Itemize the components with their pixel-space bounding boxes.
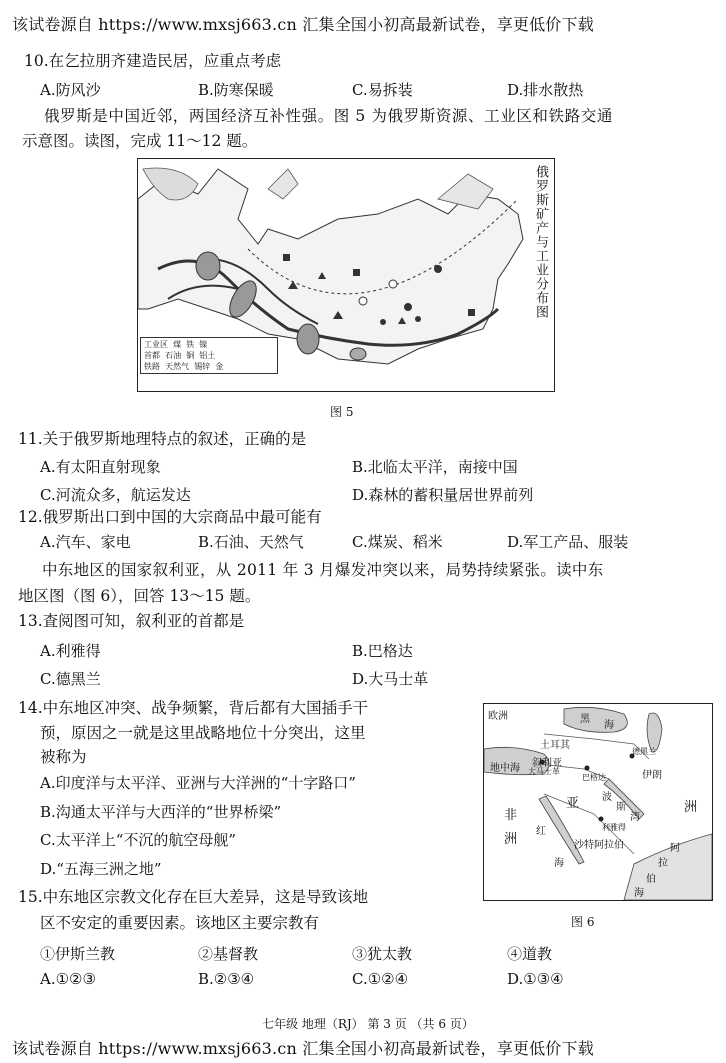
- q14-option-a: A.印度洋与太平洋、亚洲与大洋洲的“十字路口”: [40, 774, 356, 792]
- q14-option-d: D.“五海三洲之地”: [40, 860, 162, 878]
- fig6-label-asia2: 洲: [684, 800, 698, 815]
- fig6-label-arab2: 拉: [658, 858, 668, 869]
- legend-natural-gas: 天然气: [165, 362, 190, 371]
- footer-page-info: 七年级 地理（RJ） 第 3 页 （共 6 页）: [262, 1017, 474, 1031]
- q15-item-3: ③犹太教: [352, 945, 413, 963]
- q14-option-c: C.太平洋上“不沉的航空母舰”: [40, 831, 237, 849]
- fig6-label-redsea: 海: [554, 858, 564, 869]
- q13-option-c: C.德黑兰: [40, 670, 101, 688]
- fig6-label-asia1: 亚: [566, 796, 580, 811]
- footer-note: 该试卷源自 https://www.mxsj663.cn 汇集全国小初高最新试卷，享更低价下载: [12, 1039, 594, 1058]
- fig6-label-gulf2: 斯: [616, 802, 626, 813]
- legend-capital: 首都: [144, 351, 160, 360]
- fig6-label-europe: 欧洲: [488, 711, 508, 722]
- fig6-label-syria: 叙利亚: [532, 758, 562, 769]
- q11-option-d: D.森林的蓄积量居世界前列: [352, 486, 534, 504]
- q13-option-b: B.巴格达: [352, 642, 413, 660]
- q12-option-a: A.汽车、家电: [40, 533, 131, 551]
- q10-option-c: C.易拆装: [352, 81, 413, 99]
- q12-option-c: C.煤炭、稻米: [352, 533, 443, 551]
- q13-option-d: D.大马士革: [352, 670, 429, 688]
- figure6-mideast-map: [483, 703, 713, 901]
- fig6-label-gulf3: 湾: [630, 812, 640, 823]
- q15-item-1: ①伊斯兰教: [40, 945, 116, 963]
- q15-line2: 区不安定的重要因素。该地区主要宗教有: [40, 914, 320, 932]
- fig6-label-riyadh: 利雅得: [602, 823, 626, 832]
- fig6-label-iran: 伊朗: [642, 770, 662, 781]
- q14-line2: 预，原因之一就是这里战略地位十分突出，这里: [40, 724, 366, 742]
- fig6-label-black: 黑: [580, 714, 590, 725]
- legend-gold: 金: [215, 362, 224, 371]
- q12-option-d: D.军工产品、服装: [507, 533, 629, 551]
- fig6-label-red: 红: [536, 826, 546, 837]
- q15-item-4: ④道教: [507, 945, 553, 963]
- q15-option-a: A.①②③: [40, 970, 96, 988]
- q14-option-b: B.沟通太平洋与大西洋的“世界桥梁”: [40, 803, 282, 821]
- legend-nickel: 镍: [199, 340, 208, 349]
- intro-russia-line2: 示意图。读图，完成 11～12 题。: [22, 132, 258, 150]
- q10-option-b: B.防寒保暖: [198, 81, 274, 99]
- fig6-label-tehran: 德黑兰: [632, 747, 656, 756]
- fig6-label-damascus: 大马士革: [528, 767, 560, 776]
- fig6-label-sea1: 海: [604, 720, 614, 731]
- q14-line3: 被称为: [40, 748, 87, 766]
- figure5-caption: 图 5: [330, 405, 354, 419]
- fig6-label-baghdad: 巴格达: [582, 773, 606, 782]
- q10-option-a: A.防风沙: [40, 81, 101, 99]
- intro-russia-line1: 俄罗斯是中国近邻，两国经济互补性强。图 5 为俄罗斯资源、工业区和铁路交通: [44, 107, 613, 125]
- q11-option-a: A.有太阳直射现象: [40, 458, 161, 476]
- legend-tin-zinc: 锡锌: [194, 362, 211, 371]
- fig6-label-turkey: 土耳其: [540, 740, 570, 751]
- figure6-caption: 图 6: [571, 915, 595, 929]
- q12-stem: 12.俄罗斯出口到中国的大宗商品中最可能有: [18, 508, 322, 526]
- legend-copper: 铜: [186, 351, 195, 360]
- fig6-label-arab1: 阿: [670, 843, 680, 854]
- legend-iron: 铁: [186, 340, 195, 349]
- fig6-label-africa2: 洲: [504, 832, 518, 847]
- q10-stem: 10.在乞拉朋齐建造民居，应重点考虑: [24, 52, 282, 70]
- q13-option-a: A.利雅得: [40, 642, 101, 660]
- figure5-legend: [140, 337, 278, 374]
- q15-line1: 15.中东地区宗教文化存在巨大差异，这是导致该地: [18, 888, 369, 906]
- header-note: 该试卷源自 https://www.mxsj663.cn 汇集全国小初高最新试卷，享更低价下载: [12, 15, 594, 34]
- q15-option-b: B.②③④: [198, 970, 255, 988]
- q15-item-2: ②基督教: [198, 945, 259, 963]
- q12-option-b: B.石油、天然气: [198, 533, 304, 551]
- fig6-label-mediterranean: 地中海: [490, 763, 520, 774]
- legend-coal: 煤: [173, 340, 182, 349]
- legend-railway: 铁路: [144, 362, 160, 371]
- legend-industrial-zone: 工业区: [144, 340, 168, 349]
- fig6-label-saudi: 沙特阿拉伯: [574, 840, 624, 851]
- legend-bauxite: 铝土: [199, 351, 216, 360]
- q11-option-c: C.河流众多，航运发达: [40, 486, 191, 504]
- intro-mideast-line2: 地区图（图 6），回答 13～15 题。: [18, 587, 261, 605]
- q14-line1: 14.中东地区冲突、战争频繁，背后都有大国插手干: [18, 699, 369, 717]
- mideast-map-drawing: [484, 704, 712, 900]
- q15-option-d: D.①③④: [507, 970, 564, 988]
- fig6-label-arab3: 伯: [646, 874, 656, 885]
- q13-stem: 13.査阅图可知，叙利亚的首都是: [18, 612, 245, 630]
- intro-mideast-line1: 中东地区的国家叙利亚，从 2011 年 3 月爆发冲突以来，局势持续紧张。读中东: [42, 561, 604, 579]
- figure5-side-title: 俄罗斯矿产与工业分布图: [533, 165, 548, 319]
- q15-option-c: C.①②④: [352, 970, 409, 988]
- fig6-label-arab4: 海: [634, 888, 644, 899]
- q10-option-d: D.排水散热: [507, 81, 584, 99]
- q11-stem: 11.关于俄罗斯地理特点的叙述，正确的是: [18, 430, 307, 448]
- fig6-label-africa1: 非: [504, 808, 518, 823]
- q11-option-b: B.北临太平洋，南接中国: [352, 458, 518, 476]
- fig6-label-gulf1: 波: [602, 792, 612, 803]
- figure5-russia-map: [137, 158, 555, 392]
- legend-oil: 石油: [165, 351, 182, 360]
